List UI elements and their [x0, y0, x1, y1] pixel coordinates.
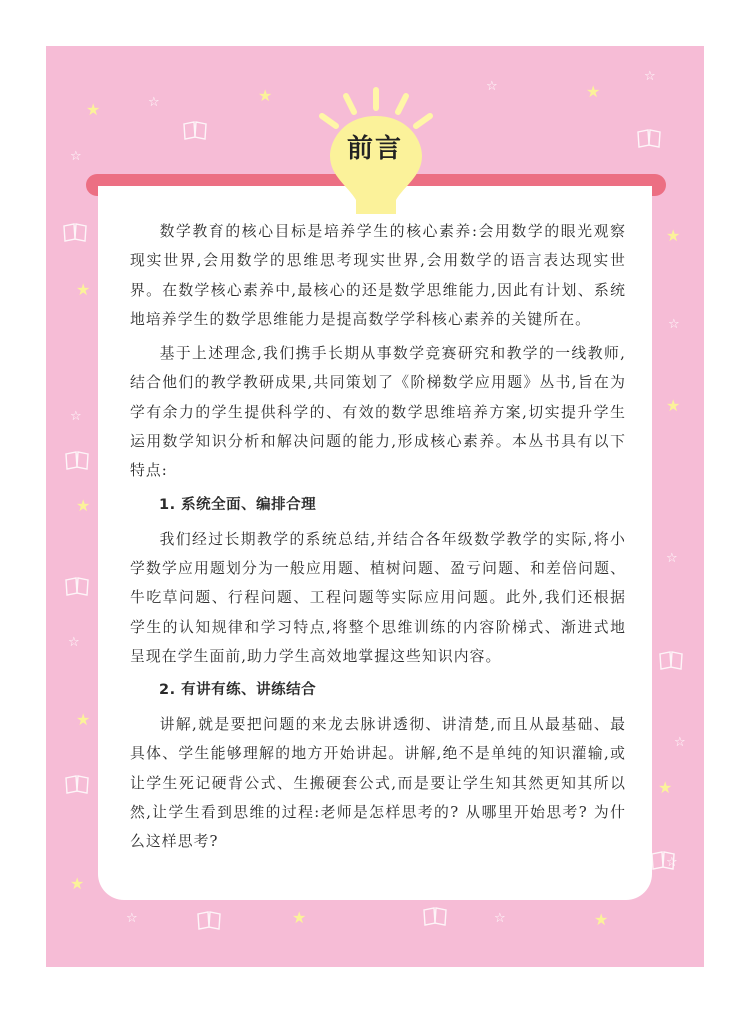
- open-book-icon: [62, 222, 88, 242]
- star-outline-icon: ☆: [70, 149, 82, 164]
- star-outline-icon: ☆: [70, 409, 82, 424]
- star-outline-icon: ☆: [494, 911, 506, 926]
- paragraph: 数学教育的核心目标是培养学生的核心素养:会用数学的眼光观察现实世界,会用数学的思维思考现实世界,会用数学的语言表达现实世界。在数学核心素养中,最核心的还是数学思维能力,因此有计划、系统地培养学生的数学思维能力是提高数学学科核心素养的关键所在。: [130, 223, 626, 328]
- page-title: 前言: [346, 134, 403, 164]
- paragraph: 我们经过长期教学的系统总结,并结合各年级数学教学的实际,将小学数学应用题划分为一般应用题、植树问题、盈亏问题、和差倍问题、牛吃草问题、行程问题、工程问题等实际应用问题。此外,我们还根据学生的认知规律和学习特点,将整个思维训练的内容阶梯式、渐进式地呈现在学生面前,助力学生高效地掌握这些知识内容。: [130, 530, 626, 665]
- star-icon: ★: [292, 908, 307, 927]
- star-icon: ★: [86, 100, 101, 119]
- star-icon: ★: [594, 910, 609, 929]
- star-outline-icon: ☆: [148, 95, 160, 110]
- star-icon: ★: [76, 496, 91, 515]
- open-book-icon: [64, 450, 90, 470]
- star-icon: ★: [76, 710, 91, 729]
- star-icon: ★: [586, 82, 601, 101]
- star-outline-icon: ☆: [666, 551, 678, 566]
- star-outline-icon: ☆: [486, 79, 498, 94]
- open-book-icon: [422, 906, 448, 926]
- open-book-icon: [650, 850, 676, 870]
- section-heading: 2. 有讲有练、讲练结合: [159, 682, 317, 699]
- paragraph: 讲解,就是要把问题的来龙去脉讲透彻、讲清楚,而且从最基础、最具体、学生能够理解的地方开始讲起。讲解,绝不是单纯的知识灌输,或让学生死记硬背公式、生搬硬套公式,而是要让学生知其然更知其所以然,让学生看到思维的过程:老师是怎样思考的? 从哪里开始思考? 为什么这样思考?: [130, 716, 626, 851]
- open-book-icon: [636, 128, 662, 148]
- star-icon: ★: [658, 778, 673, 797]
- open-book-icon: [64, 576, 90, 596]
- open-book-icon: [182, 120, 208, 140]
- star-outline-icon: ☆: [668, 317, 680, 332]
- star-outline-icon: ☆: [126, 911, 138, 926]
- paragraph: 基于上述理念,我们携手长期从事数学竞赛研究和教学的一线教师,结合他们的教学教研成果,共同策划了《阶梯数学应用题》丛书,旨在为学有余力的学生提供科学的、有效的数学思维培养方案,切实提升学生运用数学知识分析和解决问题的能力,形成核心素养。本丛书具有以下特点:: [130, 345, 626, 480]
- star-outline-icon: ☆: [644, 69, 656, 84]
- open-book-icon: [64, 774, 90, 794]
- open-book-icon: [196, 910, 222, 930]
- star-outline-icon: ☆: [674, 735, 686, 750]
- star-icon: ★: [76, 280, 91, 299]
- preface-content: [130, 217, 626, 857]
- star-outline-icon: ☆: [68, 635, 80, 650]
- star-icon: ★: [70, 874, 85, 893]
- star-icon: ★: [666, 226, 681, 245]
- open-book-icon: [658, 650, 684, 670]
- star-outline-icon: ☆: [666, 855, 678, 870]
- star-icon: ★: [666, 396, 681, 415]
- section-heading: 1. 系统全面、编排合理: [159, 496, 317, 513]
- star-icon: ★: [258, 86, 273, 105]
